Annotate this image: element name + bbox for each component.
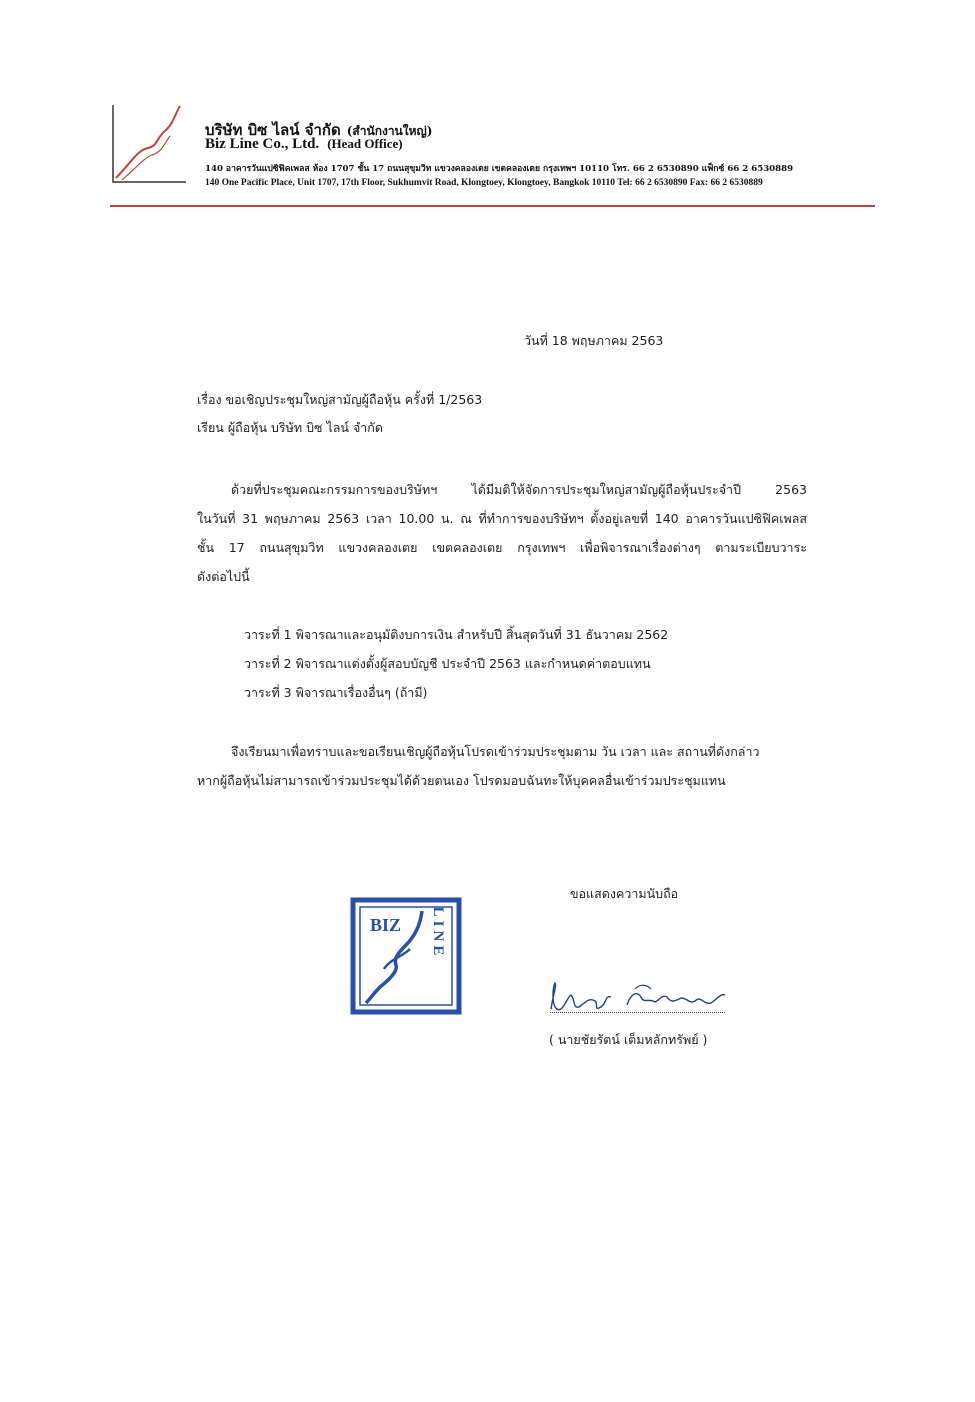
closing-salutation: ขอแสดงความนับถือ <box>570 886 679 901</box>
paragraph-line: หากผู้ถือหุ้นไม่สามารถเข้าร่วมประชุมได้ด้วยตนเอง โปรดมอบฉันทะให้บุคคลอื่นเข้าร่วมประชุมแทน <box>197 773 726 788</box>
stamp-text-biz: BIZ <box>370 915 402 935</box>
agenda-list <box>244 620 668 707</box>
handwritten-signature <box>545 975 730 1020</box>
paragraph-line: ชั้น 17 ถนนสุขุมวิท แขวงคลองเตย เขตคลองเตย กรุงเทพฯ เพื่อพิจารณาเรื่องต่างๆ ตามระเบียบวาระ <box>197 540 807 555</box>
company-logo-mark <box>108 100 188 190</box>
paragraph-line: ด้วยที่ประชุมคณะกรรมการของบริษัทฯ ได้มีมติให้จัดการประชุมใหญ่สามัญผู้ถือหุ้นประจำปี 2563 <box>231 482 807 497</box>
paragraph-closing-request <box>197 737 807 795</box>
company-name-thai: บริษัท บิซ ไลน์ จำกัด (สำนักงานใหญ่) <box>205 121 433 139</box>
address-thai: 140 อาคารวันแปซิฟิคเพลส ห้อง 1707 ชั้น 17 ถนนสุขุมวิท แขวงคลองเตย เขตคลองเตย กรุงเทพฯ 10110 โทร. 66 2 6530890 แฟ็กซ์ 66 2 6530889 <box>205 164 794 174</box>
company-name-english: Biz Line Co., Ltd. (Head Office) <box>205 136 403 152</box>
agenda-item: วาระที่ 3 พิจารณาเรื่องอื่นๆ (ถ้ามี) <box>244 685 428 700</box>
office-label-english: (Head Office) <box>327 136 403 151</box>
signature-line <box>550 1012 725 1013</box>
agenda-item: วาระที่ 2 พิจารณาแต่งตั้งผู้สอบบัญชี ประจำปี 2563 และกำหนดค่าตอบแทน <box>244 656 651 671</box>
paragraph-line: จึงเรียนมาเพื่อทราบและขอเรียนเชิญผู้ถือหุ้นโปรดเข้าร่วมประชุมตาม วัน เวลา และ สถานที่ดังกล่าว <box>231 744 760 759</box>
letterhead-divider <box>110 205 875 207</box>
paragraph-invitation <box>197 475 807 591</box>
letter-recipient: เรียน ผู้ถือหุ้น บริษัท บิซ ไลน์ จำกัด <box>197 420 383 435</box>
paragraph-line: ในวันที่ 31 พฤษภาคม 2563 เวลา 10.00 น. ณ ที่ทำการของบริษัทฯ ตั้งอยู่เลขที่ 140 อาคารวันแปซิฟิคเพลส <box>197 511 807 526</box>
letter-date: วันที่ 18 พฤษภาคม 2563 <box>524 333 664 348</box>
company-stamp <box>350 897 462 1015</box>
stamp-text-line: LINE <box>430 906 446 960</box>
letter-subject: เรื่อง ขอเชิญประชุมใหญ่สามัญผู้ถือหุ้น ครั้งที่ 1/2563 <box>197 392 483 407</box>
address-english: 140 One Pacific Place, Unit 1707, 17th Floor, Sukhumvit Road, Klongtoey, Klongtoey, Bangkok 10110 Tel: 66 2 6530890 Fax: 66 2 6530889 <box>205 178 763 188</box>
office-label-thai: (สำนักงานใหญ่) <box>346 124 433 138</box>
agenda-item: วาระที่ 1 พิจารณาและอนุมัติงบการเงิน สำหรับปี สิ้นสุดวันที่ 31 ธันวาคม 2562 <box>244 627 669 642</box>
paragraph-line: ดังต่อไปนี้ <box>197 569 250 584</box>
signatory-name: ( นายชัยรัตน์ เต็มหลักทรัพย์ ) <box>549 1032 708 1047</box>
